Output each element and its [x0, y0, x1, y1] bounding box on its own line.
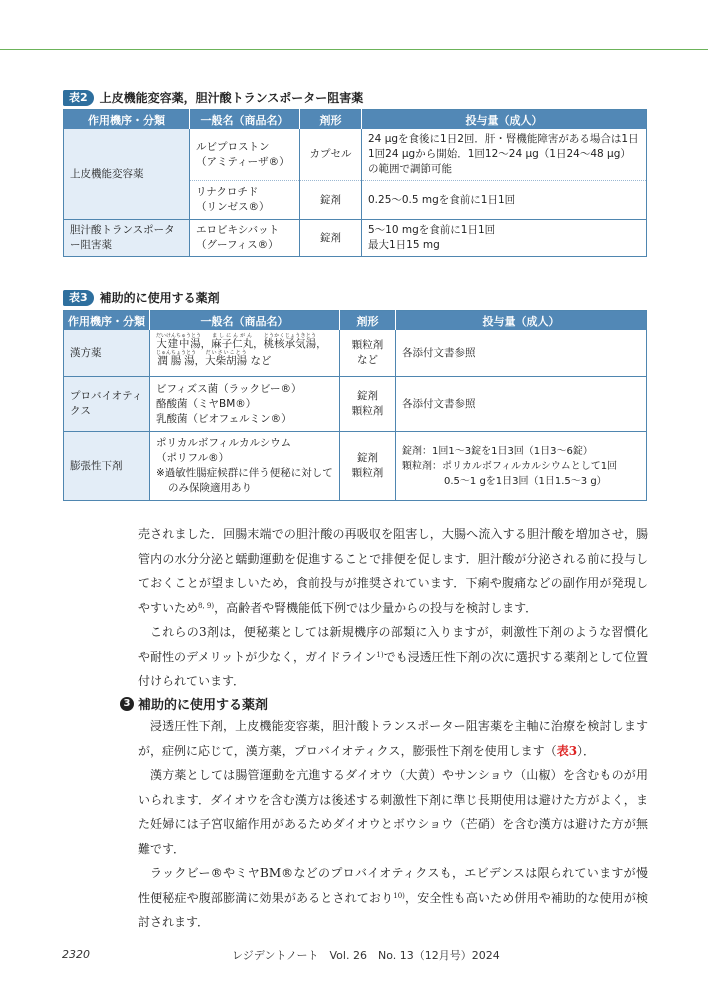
page-number: 2320: [62, 948, 90, 961]
category-cell: 漢方薬: [64, 330, 150, 377]
kampo-name: 麻子仁丸ましにんがん: [211, 333, 254, 350]
drug-name: ポリカルボフィルカルシウム: [156, 437, 292, 449]
table-reference-link[interactable]: 表3: [556, 743, 578, 758]
kampo-name: 潤腸湯じゅんちょうとう: [156, 350, 197, 367]
form-cell: 錠剤 顆粒剤: [340, 377, 396, 432]
dose-line: 最大1日15 mg: [368, 239, 440, 251]
header-rule: [0, 49, 708, 50]
dose-cell: [396, 432, 647, 501]
table2-header-row: [64, 110, 647, 130]
form-cell: 顆粒剤 など: [340, 330, 396, 377]
dose-line: 錠剤：1回1～3錠を1日3回（1日3～6錠）: [402, 445, 593, 457]
name-suffix: など: [250, 355, 272, 367]
table2-header-form: 剤形: [300, 110, 362, 130]
table2-badge: 表2: [63, 90, 94, 106]
dose-cell: [362, 220, 647, 257]
dose-cell: 0.25～0.5 mgを食前に1日1回: [362, 181, 647, 220]
dose-line: 5～10 mgを食前に1日1回: [368, 224, 496, 236]
table2-title: [63, 89, 363, 106]
drug-name: リナクロチド: [196, 186, 259, 198]
section-heading: [120, 694, 268, 713]
drug-name-cell: 大建中湯だいけんちゅうとう，麻子仁丸ましにんがん，桃核承気湯とうかくじょうきとう， 潤腸湯じゅんちょうとう，大柴胡湯だいさいことう など: [150, 330, 340, 377]
table3-header-category: 作用機序・分類: [64, 311, 150, 331]
citation: 1): [376, 650, 384, 659]
drug-name: 酪酸菌（ミヤBM®）: [156, 397, 257, 410]
table2-header-category: 作用機序・分類: [64, 110, 190, 130]
table2-header-name: 一般名（商品名）: [190, 110, 300, 130]
table3-header-dose: 投与量（成人）: [396, 311, 647, 331]
category-cell: 膨張性下剤: [64, 432, 150, 501]
table3-header-row: [64, 311, 647, 331]
section-title: 補助的に使用する薬剤: [138, 698, 269, 713]
form-cell: 錠剤: [300, 220, 362, 257]
drug-name: エロビキシバット: [196, 224, 280, 236]
table-row: [64, 377, 647, 432]
category-cell: 胆汁酸トランスポーター阻害薬: [64, 220, 190, 257]
citation: 8, 9): [198, 601, 215, 610]
drug-name-cell: [190, 220, 300, 257]
form-cell: 錠剤: [300, 181, 362, 220]
brand-name: （アミティーザ®）: [196, 155, 290, 168]
insurance-note: ※過敏性腸症候群に伴う便秘に対して: [156, 467, 333, 479]
table2-header-dose: 投与量（成人）: [362, 110, 647, 130]
paragraph: ラックビー®やミヤBM®などのプロバイオティクスも，エビデンスは限られていますが慢性便秘症や腹部膨満に効果があるとされており$^{10)}$，安全性も高いため併用や補助的な使用が検討されます．: [138, 866, 648, 929]
table3-header-form: 剤形: [340, 311, 396, 331]
paragraph: 漢方薬としては腸管運動を亢進するダイオウ（大黄）やサンショウ（山椒）を含むものが用いられます．ダイオウを含む漢方は後述する刺激性下剤に準じ長期使用は避けた方がよく，また妊婦には子宮収縮作用があるためダイオウとボウショウ（芒硝）を含む漢方は避けた方が無難です．: [138, 768, 648, 856]
table3-header-name: 一般名（商品名）: [150, 311, 340, 331]
form-cell: 錠剤 顆粒剤: [340, 432, 396, 501]
dose-cell: 24 μgを食後に1日2回．肝・腎機能障害がある場合は1日1回24 μgから開始．1回12～24 μg（1日24～48 μg）の範囲で調節可能: [362, 129, 647, 181]
dose-cell: 各添付文書参照: [396, 377, 647, 432]
table-row: [64, 432, 647, 501]
drug-name-cell: [150, 377, 340, 432]
journal-info: レジデントノート Vol. 26 No. 13（12月号）2024: [232, 949, 500, 962]
brand-name: （リンゼス®）: [196, 201, 270, 213]
table3-title: [63, 289, 220, 306]
table3-badge: 表3: [63, 290, 94, 306]
table-row: [64, 129, 647, 181]
drug-name: ルビプロストン: [196, 140, 270, 153]
citation: 10): [393, 891, 405, 900]
category-cell: 上皮機能変容薬: [64, 129, 190, 220]
drug-name: 乳酸菌（ビオフェルミン®）: [156, 412, 292, 425]
brand-name: （グーフィス®）: [196, 239, 279, 251]
kampo-name: 桃核承気湯とうかくじょうきとう: [263, 333, 317, 350]
kampo-name: 大建中湯だいけんちゅうとう: [156, 333, 202, 350]
paragraph: 売されました．回腸末端での胆汁酸の再吸収を阻害し，大腸へ流入する胆汁酸を増加させ，腸管内の水分分泌と蠕動運動を促進することで排便を促します．胆汁酸が分泌される前に投与しておくことが望ましいため，食前投与が推奨されています．下痢や腹痛などの副作用が発現しやすいため$^{8, 9)}$，高齢者や腎機能低下例では少量からの投与を検討します．: [138, 527, 648, 615]
table3: [63, 310, 647, 501]
dose-cell: 各添付文書参照: [396, 330, 647, 377]
kampo-name: 大柴胡湯だいさいことう: [205, 350, 248, 367]
paragraph: これらの3剤は，便秘薬としては新規機序の部類に入りますが，刺激性下剤のような習慣化や耐性のデメリットが少なく，ガイドライン$^{1)}$でも浸透圧性下剤の次に選択する薬剤として位置付けられています．: [138, 625, 648, 688]
body-paragraphs-1: [138, 522, 648, 694]
paragraph: 浸透圧性下剤，上皮機能変容薬，胆汁酸トランスポーター阻害薬を主軸に治療を検討しますが，症例に応じて，漢方薬，プロバイオティクス，膨張性下剤を使用します（表3）．: [138, 719, 648, 758]
dose-line: 顆粒剤：ポリカルボフィルカルシウムとして1回: [402, 460, 618, 472]
section-number-icon: 3: [120, 697, 134, 711]
table2: [63, 109, 647, 257]
table-row: [64, 330, 647, 377]
dose-line: 0.5～1 gを1日3回（1日1.5～3 g）: [444, 475, 607, 487]
insurance-note: のみ保険適用あり: [168, 482, 252, 494]
brand-name: （ポリフル®）: [156, 452, 230, 464]
drug-name: ビフィズス菌（ラックビー®）: [156, 382, 302, 395]
drug-name-cell: [190, 181, 300, 220]
table-row: [64, 220, 647, 257]
category-cell: プロバイオティクス: [64, 377, 150, 432]
drug-name-cell: [150, 432, 340, 501]
body-paragraphs-2: [138, 714, 648, 935]
table2-title-text: 上皮機能変容薬，胆汁酸トランスポーター阻害薬: [99, 91, 364, 105]
drug-name-cell: [190, 129, 300, 181]
form-cell: カプセル: [300, 129, 362, 181]
table3-title-text: 補助的に使用する薬剤: [99, 291, 220, 305]
